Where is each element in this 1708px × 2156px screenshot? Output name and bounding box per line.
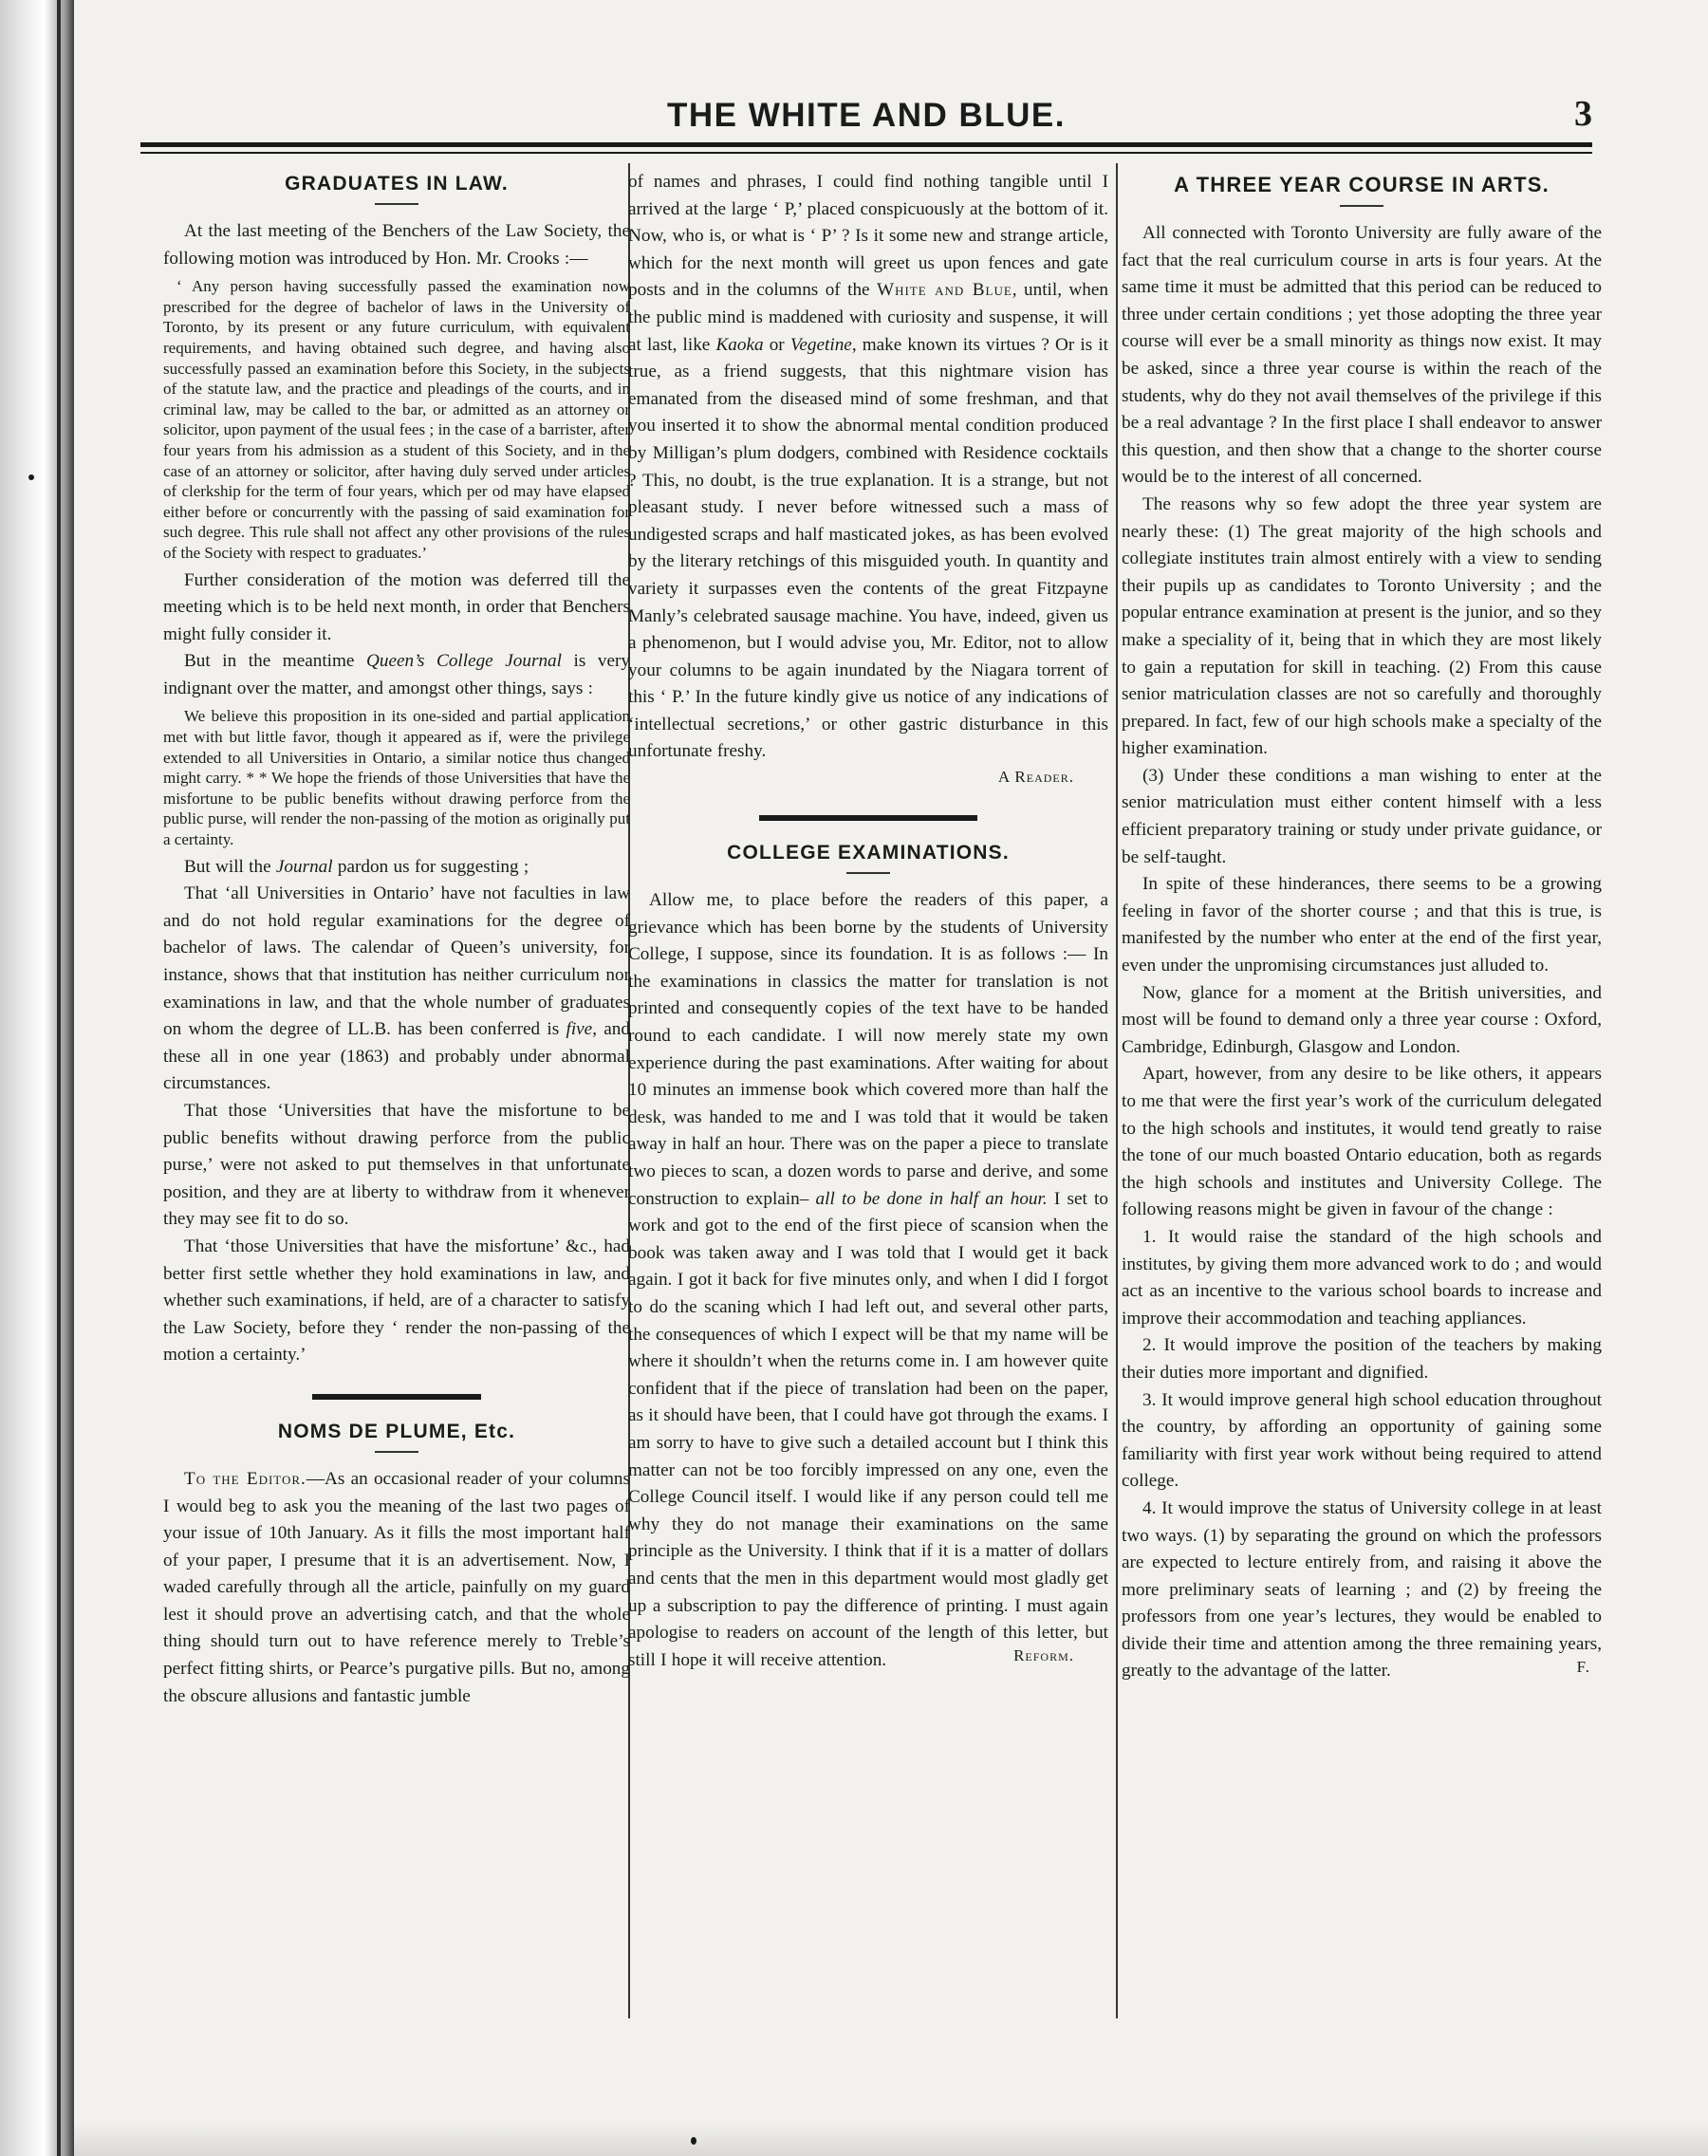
article-separator bbox=[759, 815, 977, 821]
journal-quote: We believe this proposition in its one-sided and partial application met with but little favor, though it appeared as if, were the privilege extended to all Universities in Ontario, a similar notice thus changed might carry. * * We hope the friends of those Universities that have the misfortune to be public benefits without drawing perforce from the public purse, will render the non-passing of the motion as originally put a certainty. bbox=[163, 707, 630, 849]
article-paragraph: (3) Under these conditions a man wishing to enter at the senior matriculation must either content himself with a less efficient preparatory training or study under private guidance, or be self-taught. bbox=[1122, 765, 1602, 867]
article-paragraph: In spite of these hinderances, there seems to be a growing feeling in favor of the shorter course ; and that this is true, is manifested by the number who enter at the end of the first year, even under the unpromising circumstances just alluded to. bbox=[1122, 874, 1602, 976]
article-paragraph: of names and phrases, I could find nothing tangible until I arrived at the large ‘ P,’ placed conspicuously at the bottom of it. Now, who is, or what is ‘ P’ ? Is it some new and strange article, which for the next month will greet us upon fences and gate posts and in the columns of the White and Blue, until, when the public mind is maddened with curiosity and suspense, it will at last, like Kaoka or Vegetine, make known its virtues ? Or is it true, as a friend suggests, that this nightmare vision has emanated from the diseased mind of some freshman, and that you inserted it to show the abnormal mental condition produced by Milligan’s plum dodgers, combined with Residence cocktails ? This, no doubt, is the true explanation. It is a strange, but not pleasant study. I never before witnessed such a mass of undigested scraps and half masticated jokes, as has been evolved by the literary retchings of this misguided youth. In quantity and variety it surpasses even the contents of the great Fitzpayne Manly’s celebrated sausage machine. You have, indeed, given us a phenomenon, but I would advise you, Mr. Editor, not to allow your columns to be again inundated by the Niagara torrent of this ‘ P.’ In the future kindly give us notice of any indications of ‘intellectual secretions,’ or other gastric disturbance in this unfortunate freshy. bbox=[628, 172, 1109, 762]
article-noms-de-plume-continued bbox=[628, 169, 1108, 787]
header-rule-thin bbox=[140, 152, 1592, 154]
spine-edge bbox=[57, 0, 61, 2156]
article-college-examinations bbox=[628, 842, 1108, 1670]
article-paragraph: To the Editor.—As an occasional reader of your columns I would beg to ask you the meaning of the last two pages of your issue of 10th January. As it fills the most important half of your paper, I presume that it is an advertisement. Now, I waded carefully through all the article, painfully on my guard lest it should prove an advertising catch, and that the whole thing should turn out to have reference merely to Treble’s perfect fitting shirts, or Pearce’s purgative pills. But no, among the obscure allusions and fantastic jumble bbox=[163, 1468, 630, 1706]
article-paragraph: That ‘all Universities in Ontario’ have not faculties in law and do not hold regular examinations for the degree of bachelor of laws. The calendar of Queen’s university, for instance, shows that that institution has neither curriculum nor examinations in law, and that the whole number of graduates on whom the degree of LL.B. has been conferred is five, and these all in one year (1863) and probably under abnormal circumstances. bbox=[163, 883, 630, 1094]
article-paragraph: That ‘those Universities that have the misfortune’ &c., had better first settle whether they hold examinations in law, and whether such examinations, if held, are of a character to satisfy the Law Society, before they ‘ render the non-passing of the motion a certainty.’ bbox=[163, 1236, 630, 1366]
journal-name: Queen’s College Journal bbox=[366, 651, 562, 672]
article-paragraph: At the last meeting of the Benchers of the Law Society, the following motion was introduced by Hon. Mr. Crooks :— bbox=[163, 221, 630, 269]
column-3 bbox=[1122, 169, 1602, 1682]
article-title: A THREE YEAR COURSE IN ARTS. bbox=[1174, 173, 1550, 196]
article-paragraph: 4. It would improve the status of University college in at least two ways. (1) by separating the ground on which the professors are expected to lecture entirely from, and raising it above the more preliminary seats of learning ; and (2) by freeing the professors from one year’s lectures, they would be enabled to divide their time and attention among the three remaining years, greatly to the advantage of the latter. bbox=[1122, 1497, 1602, 1682]
title-dash bbox=[846, 872, 890, 874]
article-three-year-course bbox=[1122, 173, 1602, 1682]
article-graduates-in-law bbox=[163, 173, 630, 1369]
article-separator bbox=[312, 1394, 481, 1400]
column-2 bbox=[628, 169, 1109, 1670]
article-paragraph: But will the Journal pardon us for suggesting ; bbox=[184, 856, 529, 877]
ink-speck bbox=[691, 2137, 696, 2145]
article-paragraph: Apart, however, from any desire to be like others, it appears to me that were the first year’s work of the curriculum delegated to the high schools and institutes, it would tend greatly to raise the tone of our much boasted Ontario education, both as regards the high schools and institutes and University College. The following reasons might be given in favour of the change : bbox=[1122, 1064, 1602, 1220]
emphasis-five: five bbox=[566, 1019, 593, 1040]
article-signature: Reform. bbox=[1013, 1646, 1074, 1665]
page-bottom-edge bbox=[74, 2122, 1708, 2156]
article-paragraph: 2. It would improve the position of the teachers by making their duties more important and dignified. bbox=[1122, 1335, 1602, 1383]
article-paragraph: The reasons why so few adopt the three year system are nearly these: (1) The great majority of the high schools and collegiate institutes train almost entirely with a view to sending their pupils up as candidates to Toronto University ; and the popular entrance examination at present is the junior, and so they make a speciality of it, being that in which they are most likely to gain a reputation for skill in teaching. (2) From this cause senior matriculation classes are not so carefully and thoroughly prepared. In fact, few of our high schools make a specialty of the higher examination. bbox=[1122, 493, 1602, 759]
newspaper-title: THE WHITE AND BLUE. bbox=[667, 97, 1066, 134]
article-paragraph: That those ‘Universities that have the misfortune to be public benefits without drawing perforce from the public purse,’ were not asked to put themselves in that unfortunate position, and they are at liberty to withdraw from it whenever they may see fit to do so. bbox=[163, 1100, 630, 1230]
article-signature: F. bbox=[1576, 1658, 1590, 1677]
masthead bbox=[140, 93, 1592, 140]
article-paragraph: But in the meantime Queen’s College Journal is very indignant over the matter, and amongst other things, says : bbox=[163, 651, 630, 698]
page-number: 3 bbox=[1574, 94, 1592, 134]
paper-name: White and Blue bbox=[876, 280, 1012, 301]
article-paragraph: 1. It would raise the standard of the high schools and institutes, by giving them more advanced work to do ; and would act as an incentive to the various school boards to increase and improve their accommodation and teaching appliances. bbox=[1122, 1226, 1602, 1329]
motion-quote: ‘ Any person having successfully passed the examination now prescribed for the degree of bachelor of laws in the University of Toronto, by its present or any future curriculum, with equivalent requirements, and having obtained such degree, and having also successfully passed an examination before this Society, in the subjects of the statute law, and the practice and pleadings of the courts, and in criminal law, may be called to the bar, or admitted as an attorney or solicitor, upon payment of the usual fees ; in the case of a barrister, after four years from his admission as a student of this Society, and in the case of an attorney or solicitor, after having duly served under articles of clerkship for the term of four years, which per od may have elapsed either before or concurrently with the passing of said examination for such degree. This rule shall not affect any other provisions of the rules of the Society with respect to graduates.’ bbox=[163, 277, 630, 562]
article-title: COLLEGE EXAMINATIONS. bbox=[727, 842, 1010, 864]
header-rule-thick bbox=[140, 142, 1592, 147]
ink-speck bbox=[28, 474, 34, 480]
journal-name: Journal bbox=[275, 856, 333, 877]
article-noms-de-plume bbox=[163, 1421, 630, 1710]
title-dash bbox=[375, 203, 418, 205]
column-1 bbox=[163, 169, 630, 1710]
title-dash bbox=[1340, 205, 1383, 207]
article-paragraph: Now, glance for a moment at the British universities, and most will be found to demand only a three year course : Oxford, Cambridge, Edinburgh, Glasgow and London. bbox=[1122, 982, 1602, 1057]
book-spine bbox=[0, 0, 74, 2156]
article-paragraph: 3. It would improve general high school education throughout the country, by affording an opportunity of gaining some familiarity with first year work without being required to attend college. bbox=[1122, 1389, 1602, 1492]
emphasis-half-hour: all to be done in half an hour. bbox=[815, 1188, 1048, 1209]
article-title: GRADUATES IN LAW. bbox=[285, 173, 509, 195]
article-signature: A Reader. bbox=[997, 768, 1074, 787]
article-paragraph: Further consideration of the motion was deferred till the meeting which is to be held next month, in order that Benchers might fully consider it. bbox=[163, 569, 630, 644]
title-dash bbox=[375, 1451, 418, 1453]
article-paragraph: All connected with Toronto University are fully aware of the fact that the real curriculum course in arts is four years. At the same time it must be admitted that this period can be reduced to three under certain conditions ; yet those adopting the three year course will ever be a small minority as things now exist. It may be asked, since a three year course is within the reach of the students, why do they not avail themselves of the privilege if this be a real advantage ? In the first place I shall endeavor to answer this question, and then show that a change to the shorter course would be to the interest of all concerned. bbox=[1122, 223, 1602, 488]
column-divider bbox=[1116, 163, 1118, 2018]
salutation: To the Editor. bbox=[184, 1468, 306, 1489]
product-name: Kaoka bbox=[715, 334, 764, 355]
product-name: Vegetine bbox=[789, 334, 852, 355]
article-paragraph: Allow me, to place before the readers of this paper, a grievance which has been borne by the students of University College, I suppose, since its foundation. It is as follows :— In the examinations in classics the matter for translation is not printed and consequently copies of the text have to be handed round to each candidate. I will now merely state my own experience during the past examinations. After waiting for about 10 minutes an immense book which covered more than half the desk, was handed to me and I was told that it would be taken away in half an hour. There was on the paper a piece to translate two pieces to scan, a dozen words to parse and derive, and some construction to explain– all to be done in half an hour. I set to work and got to the end of the first piece of scansion when the book was taken away and I was told that I would get it back again. I got it back for five minutes only, and when I did I forgot to do the scaning which I had left out, and several other parts, the consequences of which I expect will be that my name will be where it shouldn’t when the returns come in. I am however quite confident that if the piece of translation had been on the paper, as it should have been, that I could have got through the exams. I am sorry to have to give such a detailed account but I think this matter can not be too forcibly impressed on any one, even the College Council itself. I would like if any person could tell me why they do not manage their examinations on the same principle as the University. I think that if it is a matter of dollars and cents that the men in this department would most gladly get up a subscription to pay the difference of printing. I must again apologise to readers on account of the length of this letter, but still I hope it will receive attention. bbox=[628, 890, 1108, 1670]
article-title: NOMS DE PLUME, Etc. bbox=[277, 1420, 516, 1442]
